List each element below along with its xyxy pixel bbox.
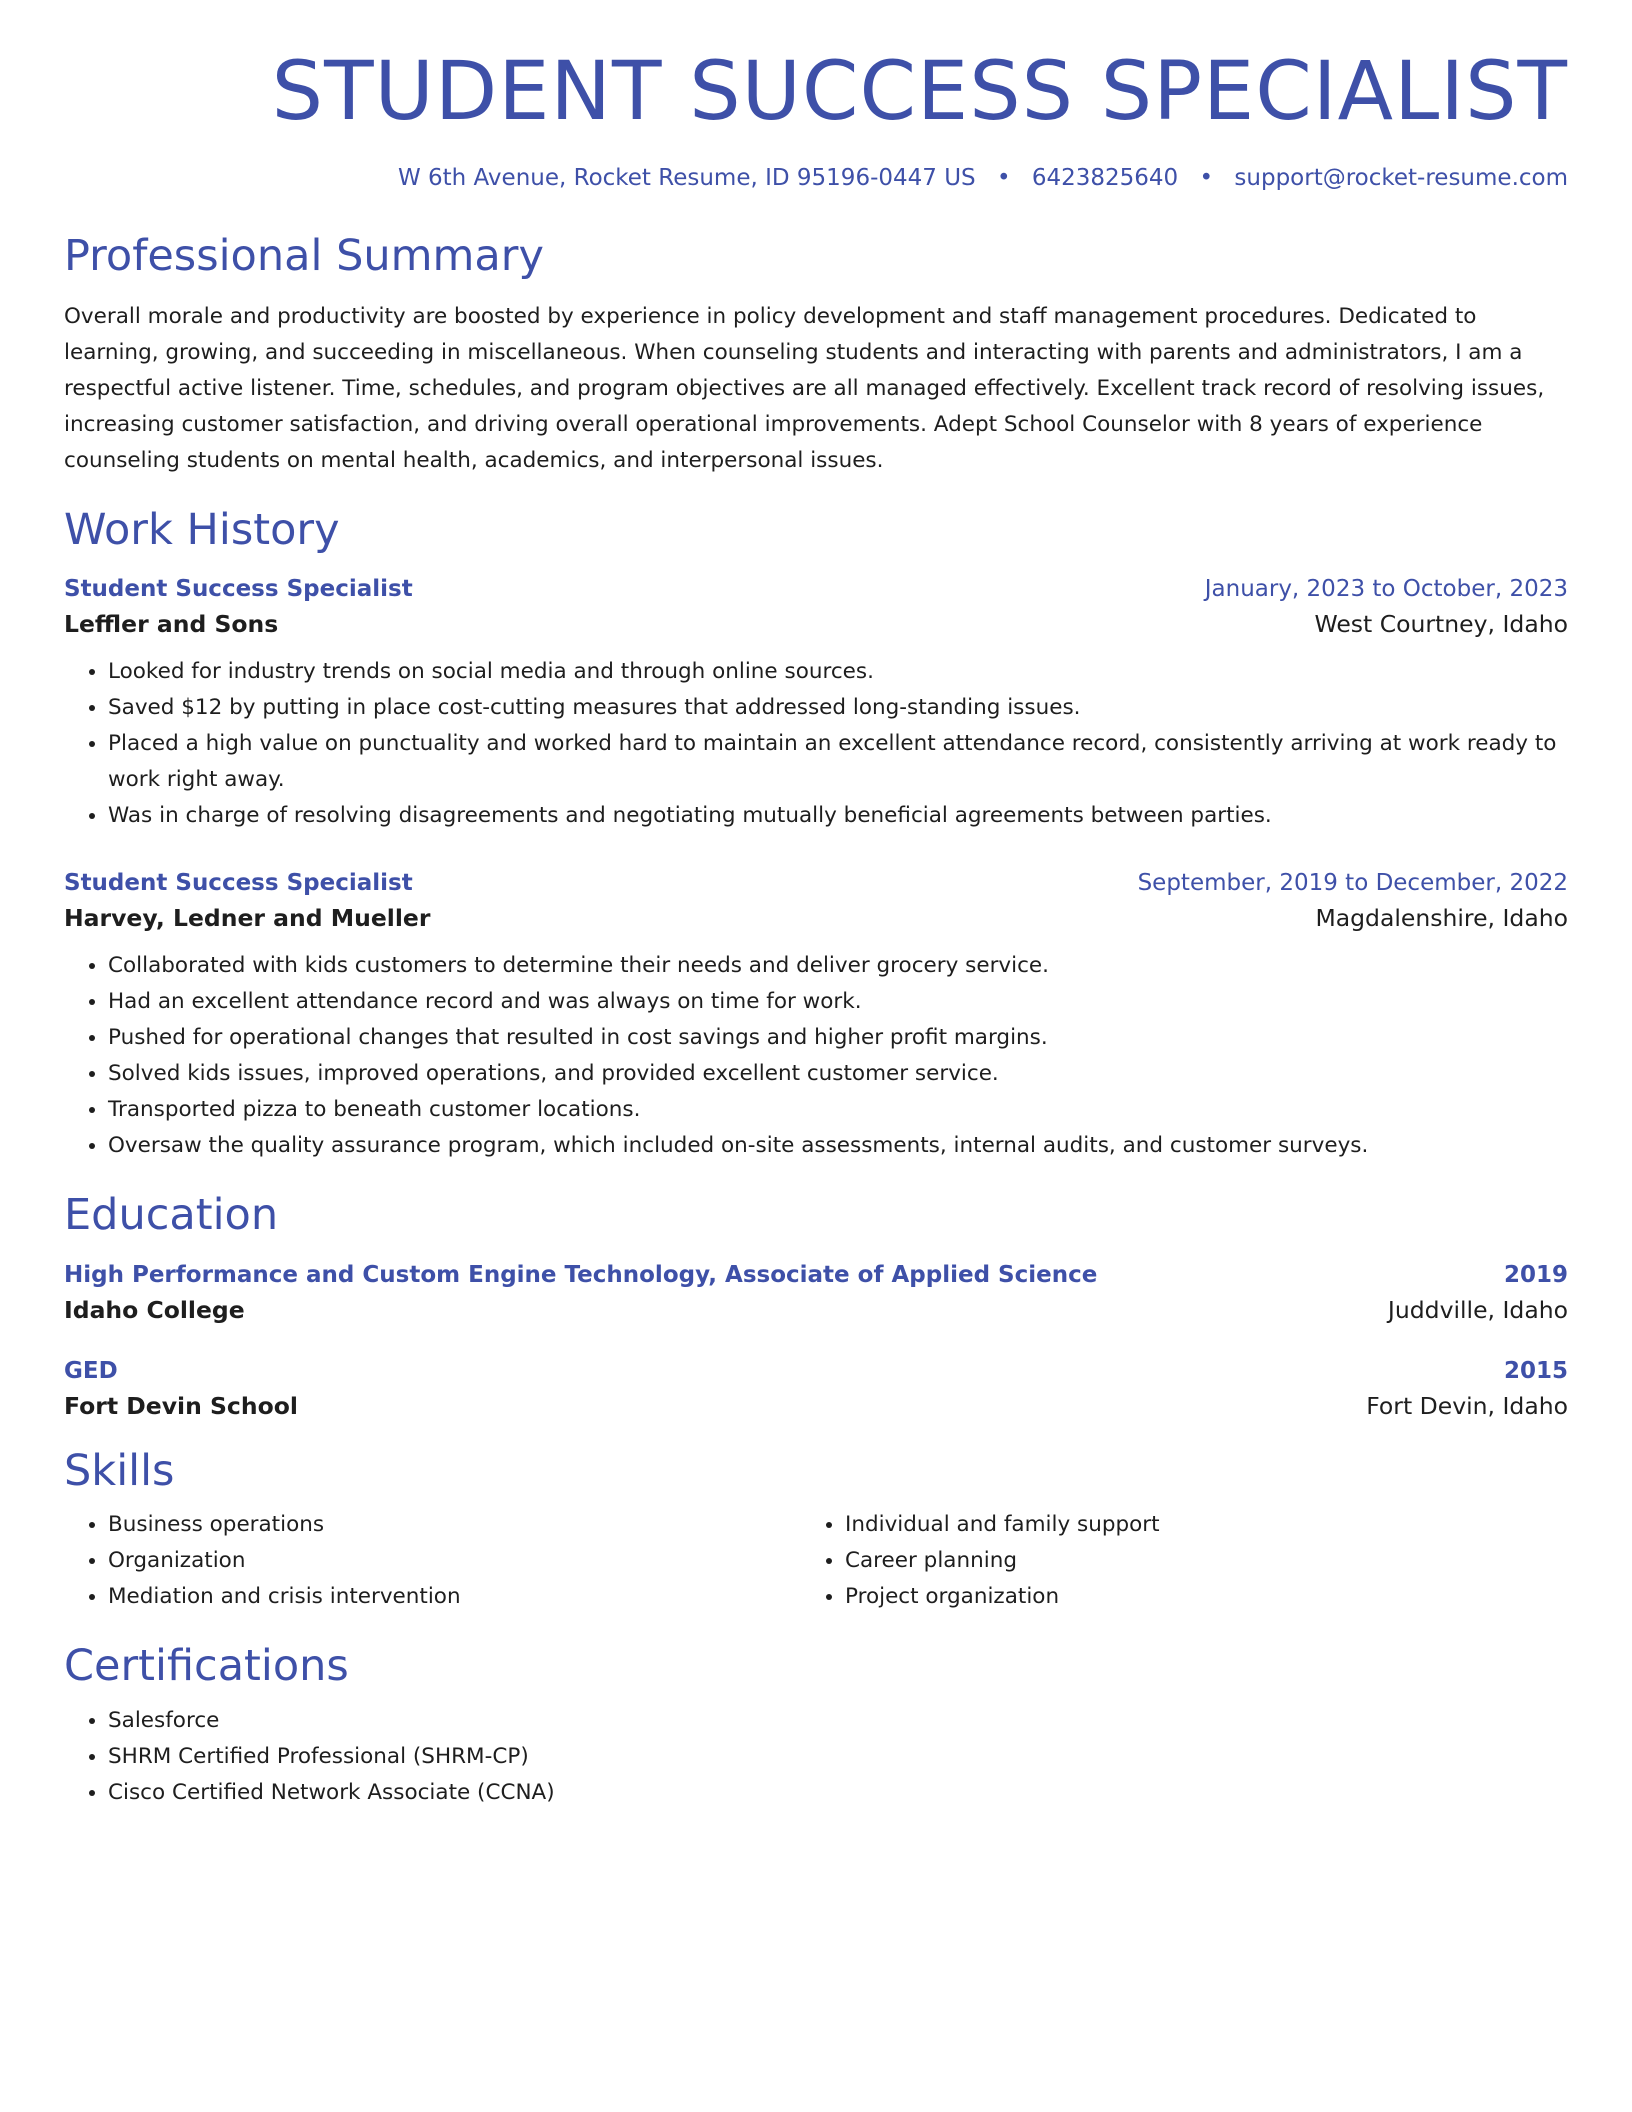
list-item: • Mediation and crisis intervention xyxy=(108,1579,801,1615)
list-item: • Salesforce xyxy=(108,1703,1568,1739)
education-location: Fort Devin, Idaho xyxy=(1366,1391,1568,1420)
contact-email[interactable]: support@rocket-resume.com xyxy=(1234,165,1568,192)
job-company-row xyxy=(64,896,1568,932)
job-title: Student Success Specialist xyxy=(64,870,413,897)
job-dates: September, 2019 to December, 2022 xyxy=(1137,870,1568,897)
job-entry xyxy=(64,576,1568,834)
job-header-row xyxy=(64,576,1568,602)
list-item: • Transported pizza to beneath customer locations. xyxy=(108,1092,1568,1128)
education-header-row xyxy=(64,1358,1568,1384)
summary-heading: Professional Summary xyxy=(64,231,544,282)
skills-list xyxy=(801,1507,1538,1615)
contact-address: W 6th Avenue, Rocket Resume, ID 95196-0447 US xyxy=(397,165,976,192)
education-heading: Education xyxy=(64,1190,279,1241)
skills-grid xyxy=(64,1507,1568,1615)
skills-column-left xyxy=(64,1507,801,1615)
job-title: Student Success Specialist xyxy=(64,576,413,603)
list-item: • Saved $12 by putting in place cost-cutting measures that addressed long-standing issues. xyxy=(108,690,1568,726)
skills-list xyxy=(64,1507,801,1615)
job-company-row xyxy=(64,602,1568,638)
education-year: 2015 xyxy=(1503,1357,1568,1384)
education-school: Idaho College xyxy=(64,1295,245,1324)
job-company: Leffler and Sons xyxy=(64,610,279,639)
certifications-heading: Certifications xyxy=(64,1641,349,1692)
job-dates: January, 2023 to October, 2023 xyxy=(1204,576,1568,603)
job-header-row xyxy=(64,870,1568,896)
education-school-row xyxy=(64,1288,1568,1324)
job-location: Magdalenshire, Idaho xyxy=(1315,904,1568,933)
education-year: 2019 xyxy=(1503,1261,1568,1288)
list-item: • Placed a high value on punctuality and worked hard to maintain an excellent attendance record, consistently arriving at work ready to work right away. xyxy=(108,726,1568,798)
list-item: • SHRM Certified Professional (SHRM-CP) xyxy=(108,1739,1568,1775)
list-item: • Pushed for operational changes that resulted in cost savings and higher profit margins. xyxy=(108,1020,1568,1056)
list-item: • Individual and family support xyxy=(845,1507,1538,1543)
list-item: • Collaborated with kids customers to determine their needs and deliver grocery service. xyxy=(108,948,1568,984)
work-history-heading: Work History xyxy=(64,504,340,555)
education-location: Juddville, Idaho xyxy=(1387,1295,1568,1324)
list-item: • Business operations xyxy=(108,1507,801,1543)
contact-separator: • xyxy=(1199,165,1214,192)
certifications-list xyxy=(64,1703,1568,1811)
list-item: • Looked for industry trends on social media and through online sources. xyxy=(108,654,1568,690)
education-entry xyxy=(64,1262,1568,1324)
job-bullet-list xyxy=(64,654,1568,834)
list-item: • Solved kids issues, improved operations, and provided excellent customer service. xyxy=(108,1056,1568,1092)
education-entry xyxy=(64,1358,1568,1420)
contact-phone: 6423825640 xyxy=(1031,165,1179,192)
resume-title: STUDENT SUCCESS SPECIALIST xyxy=(271,45,1568,139)
job-entry xyxy=(64,870,1568,1164)
list-item: • Organization xyxy=(108,1543,801,1579)
job-location: West Courtney, Idaho xyxy=(1314,610,1568,639)
education-degree: GED xyxy=(64,1357,118,1384)
skills-heading: Skills xyxy=(64,1445,175,1496)
job-company: Harvey, Ledner and Mueller xyxy=(64,904,431,933)
list-item: • Cisco Certified Network Associate (CCNA) xyxy=(108,1775,1568,1811)
summary-text: Overall morale and productivity are boosted by experience in policy development and staff management procedures. Dedicated to learning, growing, and succeeding in miscellaneous. When counseling students and interacting with parents and administrators, I am a respectful active listener. Time, schedules, and program objectives are all managed effectively. Excellent track record of resolving issues, increasing customer satisfaction, and driving overall operational improvements. Adept School Counselor with 8 years of experience counseling students on mental health, academics, and interpersonal issues. xyxy=(64,303,1545,473)
list-item: • Was in charge of resolving disagreements and negotiating mutually beneficial agreements between parties. xyxy=(108,798,1568,834)
job-bullet-list xyxy=(64,948,1568,1164)
skills-column-right xyxy=(801,1507,1538,1615)
list-item: • Had an excellent attendance record and was always on time for work. xyxy=(108,984,1568,1020)
contact-separator: • xyxy=(996,165,1011,192)
education-header-row xyxy=(64,1262,1568,1288)
education-school-row xyxy=(64,1384,1568,1420)
list-item: • Oversaw the quality assurance program, which included on-site assessments, internal audits, and customer surveys. xyxy=(108,1128,1568,1164)
list-item: • Project organization xyxy=(845,1579,1538,1615)
contact-line xyxy=(64,165,1568,191)
list-item: • Career planning xyxy=(845,1543,1538,1579)
education-degree: High Performance and Custom Engine Technology, Associate of Applied Science xyxy=(64,1261,1098,1288)
education-school: Fort Devin School xyxy=(64,1391,298,1420)
